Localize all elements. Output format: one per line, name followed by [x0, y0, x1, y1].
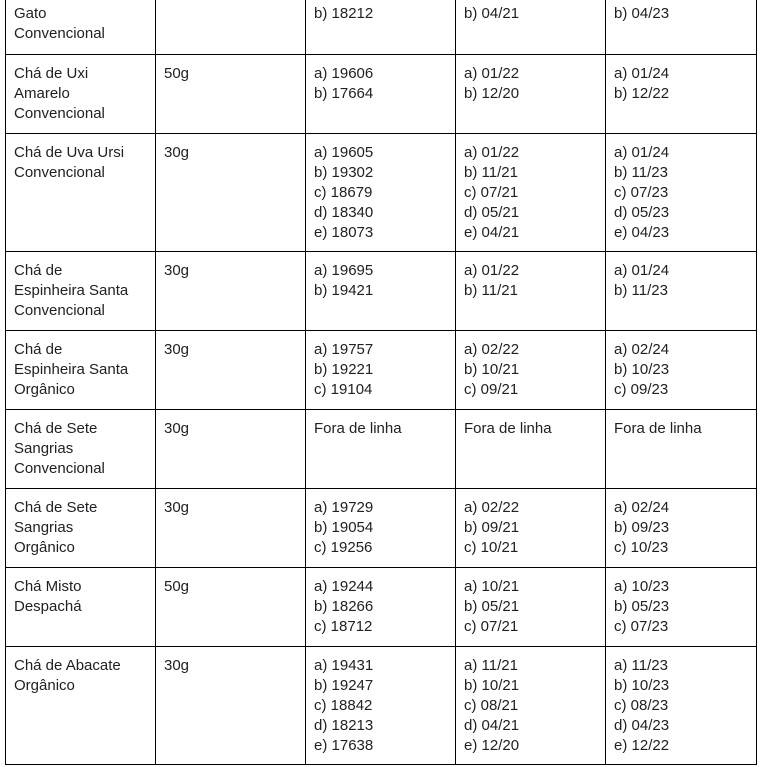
manufacture-dates-cell	[456, 252, 606, 331]
cell-line: a) 01/24	[614, 262, 670, 279]
cell-line: a) 19605	[314, 144, 374, 161]
cell-line: 30g	[164, 144, 190, 161]
lot-numbers-cell	[306, 55, 456, 134]
cell-line: d) 05/21	[464, 204, 520, 221]
cell-line: 30g	[164, 657, 190, 674]
weight-cell	[156, 568, 306, 647]
table-row	[6, 55, 757, 134]
cell-line: a) 19431	[314, 657, 374, 674]
lot-numbers-cell	[306, 647, 456, 765]
cell-line: Espinheira Santa	[14, 361, 129, 378]
table-body	[6, 0, 757, 765]
cell-line: e) 04/23	[614, 224, 670, 241]
cell-line: Chá de Uva Ursi	[14, 144, 125, 161]
cell-line: Despachá	[14, 598, 82, 615]
cell-line: Gato	[14, 5, 47, 22]
weight-cell	[156, 331, 306, 410]
cell-line: a) 10/23	[614, 578, 670, 595]
cell-line: 30g	[164, 341, 190, 358]
table-row	[6, 252, 757, 331]
cell-line: c) 09/23	[614, 381, 669, 398]
cell-line: 30g	[164, 420, 190, 437]
cell-line: c) 18842	[314, 697, 373, 714]
expiry-dates-cell	[606, 410, 757, 489]
cell-line: e) 18073	[314, 224, 374, 241]
cell-line: a) 01/24	[614, 144, 670, 161]
cell-line: 30g	[164, 499, 190, 516]
cell-line: b) 11/21	[464, 164, 518, 181]
cell-line: d) 04/21	[464, 717, 520, 734]
cell-line: e) 12/22	[614, 737, 670, 754]
cell-line: c) 19256	[314, 539, 373, 556]
cell-line: Chá de	[14, 341, 63, 358]
lot-numbers-cell	[306, 489, 456, 568]
cell-line: d) 05/23	[614, 204, 670, 221]
cell-line: e) 12/20	[464, 737, 520, 754]
cell-line: b) 05/23	[614, 598, 670, 615]
cell-line: c) 08/21	[464, 697, 519, 714]
cell-line: c) 07/23	[614, 184, 669, 201]
cell-line: b) 05/21	[464, 598, 520, 615]
cell-line: b) 19302	[314, 164, 374, 181]
expiry-dates-cell	[606, 489, 757, 568]
cell-line: a) 19729	[314, 499, 374, 516]
cell-line: Convencional	[14, 105, 105, 122]
cell-line: Chá de Sete	[14, 499, 98, 516]
cell-line: a) 01/22	[464, 65, 520, 82]
product-name-cell	[6, 134, 156, 252]
cell-line: b) 11/23	[614, 282, 668, 299]
table-row	[6, 647, 757, 765]
weight-cell	[156, 489, 306, 568]
product-name-cell	[6, 331, 156, 410]
cell-line: c) 07/21	[464, 184, 519, 201]
cell-line: a) 19244	[314, 578, 374, 595]
cell-line: b) 04/21	[464, 5, 520, 22]
product-name-cell	[6, 647, 156, 765]
cell-line: b) 19421	[314, 282, 374, 299]
cell-line: Convencional	[14, 460, 105, 477]
cell-line: c) 07/23	[614, 618, 669, 635]
cell-line: Sangrias	[14, 440, 74, 457]
cell-line: a) 19695	[314, 262, 374, 279]
cell-line: a) 11/21	[464, 657, 518, 674]
product-name-cell	[6, 0, 156, 55]
cell-line: a) 10/21	[464, 578, 520, 595]
table-row	[6, 489, 757, 568]
cell-line: Chá de	[14, 262, 63, 279]
expiry-dates-cell	[606, 331, 757, 410]
cell-line: Amarelo	[14, 85, 70, 102]
manufacture-dates-cell	[456, 410, 606, 489]
product-name-cell	[6, 252, 156, 331]
product-name-cell	[6, 489, 156, 568]
cell-line: b) 18212	[314, 5, 374, 22]
cell-line: e) 04/21	[464, 224, 520, 241]
cell-line: Orgânico	[14, 381, 75, 398]
cell-line: b) 10/21	[464, 361, 520, 378]
cell-line: Convencional	[14, 25, 105, 42]
cell-line: b) 10/21	[464, 677, 520, 694]
expiry-dates-cell	[606, 252, 757, 331]
expiry-dates-cell	[606, 568, 757, 647]
cell-line: Chá de Sete	[14, 420, 98, 437]
weight-cell	[156, 0, 306, 55]
manufacture-dates-cell	[456, 0, 606, 55]
lot-numbers-cell	[306, 410, 456, 489]
cell-line: d) 18213	[314, 717, 374, 734]
cell-line: b) 19221	[314, 361, 374, 378]
manufacture-dates-cell	[456, 489, 606, 568]
cell-line: b) 19054	[314, 519, 374, 536]
cell-line: c) 18712	[314, 618, 373, 635]
product-lots-table	[5, 0, 757, 765]
cell-line: a) 01/22	[464, 144, 520, 161]
table-row	[6, 134, 757, 252]
cell-line: Chá de Uxi	[14, 65, 89, 82]
cell-line: 50g	[164, 578, 190, 595]
product-name-cell	[6, 410, 156, 489]
cell-line: b) 04/23	[614, 5, 670, 22]
cell-line: Chá de Abacate	[14, 657, 121, 674]
expiry-dates-cell	[606, 134, 757, 252]
cell-line: b) 11/23	[614, 164, 668, 181]
cell-line: 50g	[164, 65, 190, 82]
cell-line: c) 10/23	[614, 539, 669, 556]
weight-cell	[156, 252, 306, 331]
cell-line: 30g	[164, 262, 190, 279]
cell-line: Espinheira Santa	[14, 282, 129, 299]
manufacture-dates-cell	[456, 331, 606, 410]
cell-line: Orgânico	[14, 677, 75, 694]
lot-numbers-cell	[306, 252, 456, 331]
cell-line: b) 10/23	[614, 361, 670, 378]
cell-line: b) 17664	[314, 85, 374, 102]
cell-line: b) 18266	[314, 598, 374, 615]
expiry-dates-cell	[606, 0, 757, 55]
cell-line: a) 11/23	[614, 657, 668, 674]
cell-line: Fora de linha	[314, 420, 402, 437]
cell-line: c) 09/21	[464, 381, 519, 398]
cell-line: Chá Misto	[14, 578, 82, 595]
cell-line: b) 11/21	[464, 282, 518, 299]
cell-line: a) 19606	[314, 65, 374, 82]
weight-cell	[156, 410, 306, 489]
manufacture-dates-cell	[456, 134, 606, 252]
table-row	[6, 568, 757, 647]
cell-line: Convencional	[14, 302, 105, 319]
weight-cell	[156, 134, 306, 252]
cell-line: Orgânico	[14, 539, 75, 556]
cell-line: c) 18679	[314, 184, 373, 201]
cell-line: a) 01/24	[614, 65, 670, 82]
cell-line: a) 19757	[314, 341, 374, 358]
cell-line: c) 19104	[314, 381, 373, 398]
cell-line: e) 17638	[314, 737, 374, 754]
manufacture-dates-cell	[456, 647, 606, 765]
cell-line: Sangrias	[14, 519, 74, 536]
lot-numbers-cell	[306, 331, 456, 410]
lot-numbers-cell	[306, 0, 456, 55]
cell-line: c) 07/21	[464, 618, 519, 635]
cell-line: a) 02/22	[464, 341, 520, 358]
table-row	[6, 0, 757, 55]
product-name-cell	[6, 568, 156, 647]
weight-cell	[156, 55, 306, 134]
cell-line: b) 09/23	[614, 519, 670, 536]
weight-cell	[156, 647, 306, 765]
table-row	[6, 331, 757, 410]
cell-line: b) 10/23	[614, 677, 670, 694]
cell-line: b) 12/20	[464, 85, 520, 102]
cell-line: a) 02/24	[614, 341, 670, 358]
cell-line: Fora de linha	[614, 420, 702, 437]
cell-line: d) 04/23	[614, 717, 670, 734]
cell-line: d) 18340	[314, 204, 374, 221]
manufacture-dates-cell	[456, 568, 606, 647]
lot-numbers-cell	[306, 134, 456, 252]
cell-line: c) 10/21	[464, 539, 519, 556]
cell-line: Convencional	[14, 164, 105, 181]
cell-line: b) 12/22	[614, 85, 670, 102]
expiry-dates-cell	[606, 647, 757, 765]
cell-line: Fora de linha	[464, 420, 552, 437]
lot-numbers-cell	[306, 568, 456, 647]
table-row	[6, 410, 757, 489]
cell-line: a) 02/24	[614, 499, 670, 516]
product-name-cell	[6, 55, 156, 134]
cell-line: a) 01/22	[464, 262, 520, 279]
cell-line: c) 08/23	[614, 697, 669, 714]
cell-line: b) 19247	[314, 677, 374, 694]
cell-line: b) 09/21	[464, 519, 520, 536]
manufacture-dates-cell	[456, 55, 606, 134]
cell-line: a) 02/22	[464, 499, 520, 516]
expiry-dates-cell	[606, 55, 757, 134]
